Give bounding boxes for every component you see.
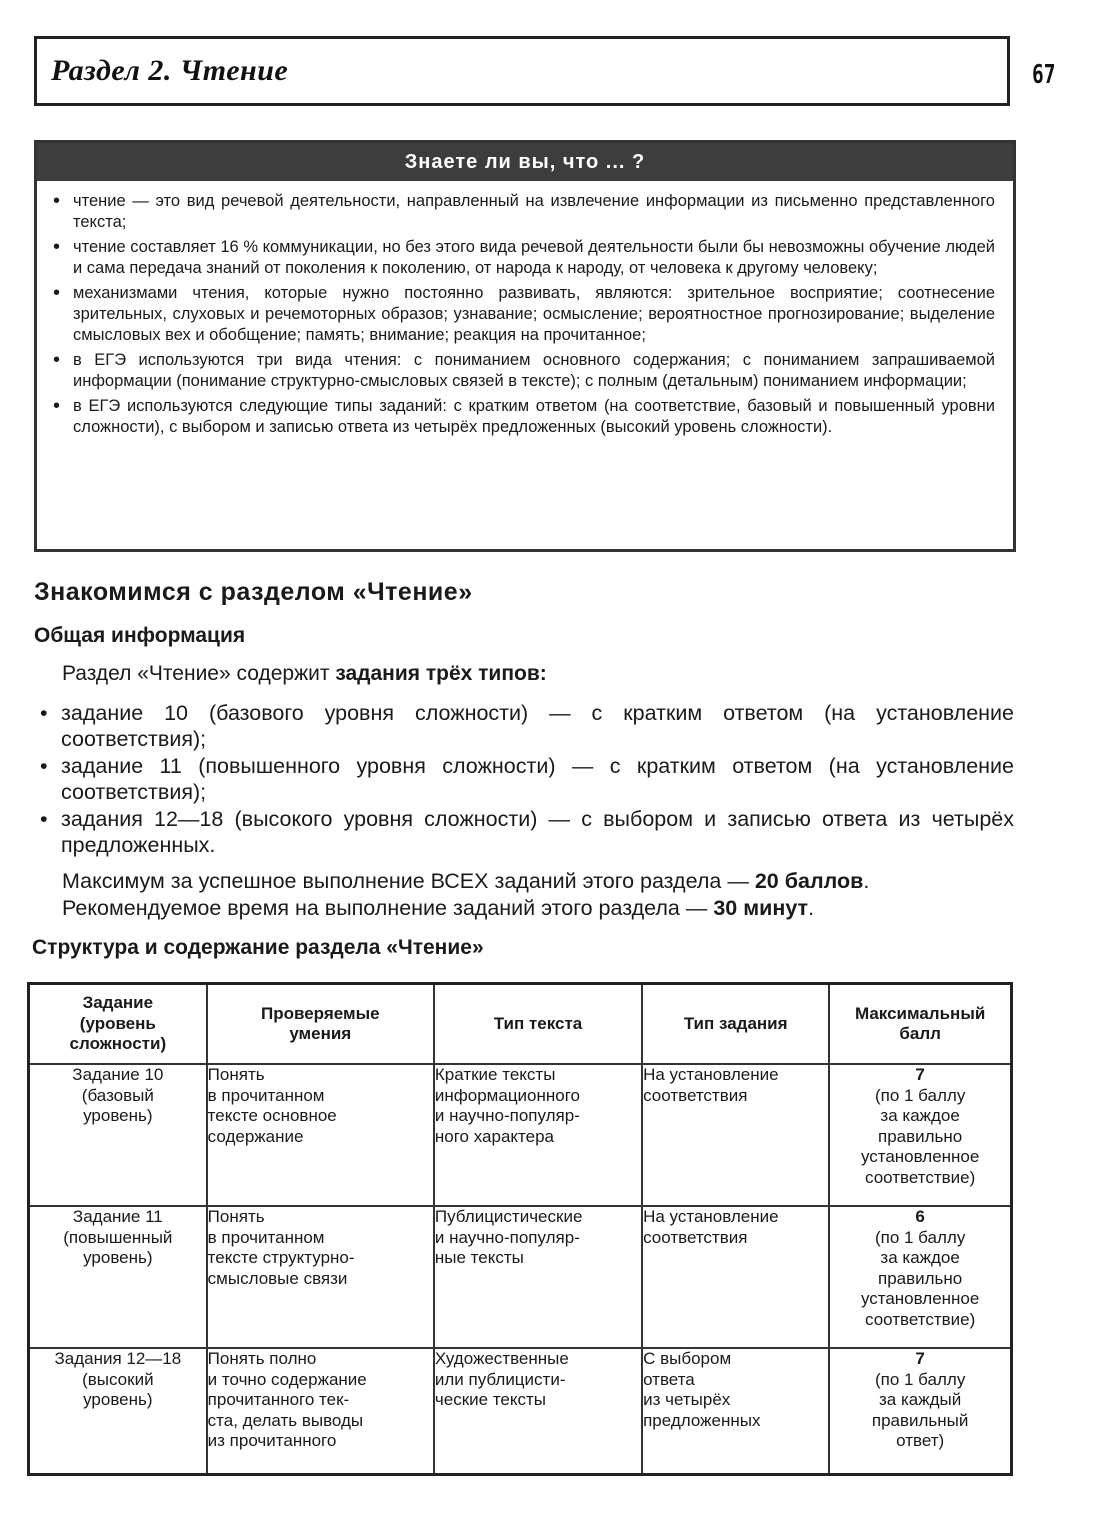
- table-cell: Краткие тексты информационного и научно-популяр- ного характера: [434, 1064, 642, 1206]
- table-cell: Понять в прочитанном тексте структурно- смысловые связи: [207, 1206, 434, 1348]
- column-header: Тип текста: [434, 984, 642, 1065]
- table-cell: На установление соответствия: [642, 1206, 829, 1348]
- table-heading: Структура и содержание раздела «Чтение»: [32, 936, 484, 959]
- recommended-time-value: 30 минут: [713, 896, 809, 920]
- summary-paragraph: [62, 868, 1012, 922]
- column-header: Максимальный балл: [829, 984, 1011, 1065]
- table-cell: На установление соответствия: [642, 1064, 829, 1206]
- column-header: Проверяемые умения: [207, 984, 434, 1065]
- intro-bold: задания трёх типов:: [335, 662, 547, 685]
- page-number: 67: [1032, 60, 1056, 90]
- section-header: [34, 36, 1010, 106]
- table-cell: Задания 12—18 (высокий уровень): [29, 1348, 207, 1474]
- list-item: • чтение составляет 16 % коммуникации, но без этого вида речевой деятельности были бы невозможны обучение людей и сама передача знаний от поколения к поколению, от народа к народу, от человека к другому человеку;: [51, 237, 995, 279]
- list-item: • в ЕГЭ используются следующие типы заданий: с кратким ответом (на соответствие, базовый и повышенный уровни сложности), с выбором и записью ответа из четырёх предложенных (высокий уровень сложности).: [51, 396, 995, 438]
- did-you-know-box: [34, 140, 1016, 552]
- intro-text: Раздел «Чтение» содержит: [62, 662, 336, 685]
- did-you-know-title: Знаете ли вы, что ... ?: [37, 143, 1013, 181]
- table-row: [29, 1348, 1012, 1474]
- column-header: Тип задания: [642, 984, 829, 1065]
- table-cell: Задание 11 (повышенный уровень): [29, 1206, 207, 1348]
- list-item: • механизмами чтения, которые нужно постоянно развивать, являются: зрительное восприятие; соотнесение зрительных, слуховых и речемоторных образов; узнавание; осмысление; вероятностное прогнозирование; выделение смысловых вех и обобщение; память; внимание; реакция на прочитанное;: [51, 283, 995, 346]
- table-cell: 6 (по 1 баллу за каждое правильно установленное соответствие): [829, 1206, 1011, 1348]
- list-item: • задание 11 (повышенного уровня сложности) — с кратким ответом (на установление соответствия);: [36, 753, 1014, 805]
- section-structure-table: [27, 982, 1013, 1476]
- section-title: Раздел 2. Чтение: [51, 54, 289, 87]
- did-you-know-list: [37, 181, 1013, 438]
- general-info-heading: Общая информация: [34, 624, 246, 647]
- table-row: [29, 1206, 1012, 1348]
- recommended-time-text: Рекомендуемое время на выполнение заданий этого раздела —: [62, 896, 714, 920]
- list-item: • чтение — это вид речевой деятельности, направленный на извлечение информации из письменно представленного текста;: [51, 191, 995, 233]
- table-cell: Публицистические и научно-популяр- ные тексты: [434, 1206, 642, 1348]
- intro-paragraph: [62, 662, 547, 686]
- recommended-time-line: Рекомендуемое время на выполнение заданий этого раздела — 30 минут.: [62, 896, 815, 920]
- list-item: • в ЕГЭ используются три вида чтения: с пониманием основного содержания; с пониманием запрашиваемой информации (понимание структурно-смысловых связей в тексте); с полным (детальным) пониманием информации;: [51, 350, 995, 392]
- table-cell: Задание 10 (базовый уровень): [29, 1064, 207, 1206]
- table-cell: Художественные или публицисти- ческие тексты: [434, 1348, 642, 1474]
- task-types-list: [36, 700, 1014, 859]
- table-header-row: [29, 984, 1012, 1065]
- max-score-value: 20 баллов: [754, 869, 864, 893]
- column-header: Задание (уровень сложности): [29, 984, 207, 1065]
- table-row: [29, 1064, 1012, 1206]
- max-score-text: Максимум за успешное выполнение ВСЕХ заданий этого раздела —: [62, 869, 755, 893]
- max-score-line: Максимум за успешное выполнение ВСЕХ заданий этого раздела — 20 баллов.: [62, 869, 870, 893]
- list-item: • задания 12—18 (высокого уровня сложности) — с выбором и записью ответа из четырёх предложенных.: [36, 806, 1014, 858]
- table-cell: Понять полно и точно содержание прочитанного тек- ста, делать выводы из прочитанного: [207, 1348, 434, 1474]
- table-cell: 7 (по 1 баллу за каждый правильный ответ): [829, 1348, 1011, 1474]
- table-cell: 7 (по 1 баллу за каждое правильно установленное соответствие): [829, 1064, 1011, 1206]
- section-heading: Знакомимся с разделом «Чтение»: [34, 578, 473, 606]
- table-cell: Понять в прочитанном тексте основное содержание: [207, 1064, 434, 1206]
- list-item: • задание 10 (базового уровня сложности) — с кратким ответом (на установление соответствия);: [36, 700, 1014, 752]
- table-cell: С выбором ответа из четырёх предложенных: [642, 1348, 829, 1474]
